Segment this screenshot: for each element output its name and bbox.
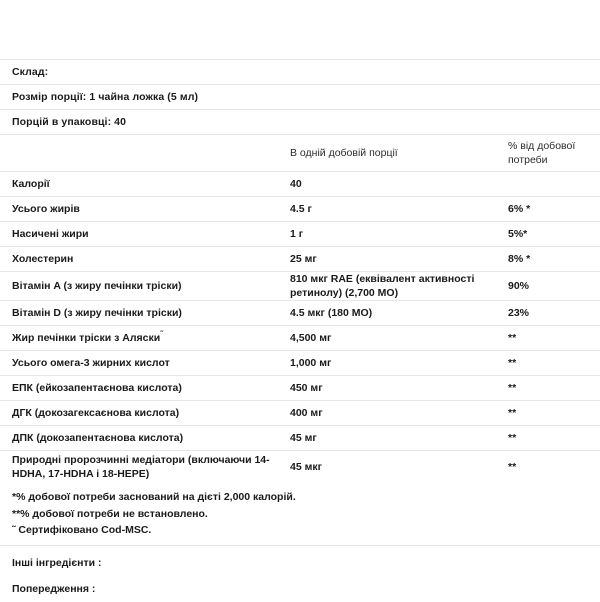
nutrient-daily-value: 5%*: [508, 227, 528, 240]
nutrient-amount: 1,000 мг: [290, 357, 332, 370]
serving-size-row: [0, 85, 600, 109]
table-row: [0, 197, 600, 221]
other-ingredients-label: Інші інгредієнти :: [12, 557, 102, 570]
nutrient-name: Усього омега-3 жирних кислот: [12, 357, 170, 370]
nutrient-amount: 45 мг: [290, 432, 317, 445]
header-amount-per-serving: В одній добовій порції: [290, 146, 398, 159]
nutrient-daily-value: 90%: [508, 280, 530, 293]
servings-per-container-row: [0, 110, 600, 134]
table-header-row: [0, 135, 600, 171]
table-row: [0, 426, 600, 450]
nutrient-daily-value: 23%: [508, 307, 530, 320]
table-row: [0, 326, 600, 350]
nutrient-amount: 25 мг: [290, 252, 317, 265]
nutrient-daily-value: **: [508, 382, 517, 395]
table-row: [0, 172, 600, 196]
table-row: [0, 272, 600, 300]
composition-label-row: [0, 60, 600, 84]
table-row: [0, 376, 600, 400]
bottom-labels-block: [0, 546, 600, 602]
table-row: [0, 247, 600, 271]
footnote-tilde-certification: ˜ Сертифіковано Cod-MSC.: [12, 523, 152, 536]
nutrient-name: ДГК (докозагексаєнова кислота): [12, 407, 180, 420]
supplement-facts-block: [0, 59, 600, 602]
table-row: [0, 222, 600, 246]
nutrient-amount: 45 мкг: [290, 461, 322, 474]
nutrient-amount: 450 мг: [290, 382, 323, 395]
nutrition-table: [0, 135, 600, 483]
nutrient-amount: 4.5 мкг (180 МО): [290, 307, 373, 320]
warning-label: Попередження :: [12, 583, 96, 596]
serving-size-text: Розмір порції: 1 чайна ложка (5 мл): [12, 91, 199, 103]
header-percent-daily-value: % від добової потреби: [508, 139, 576, 166]
nutrient-name: Калорії: [12, 177, 50, 190]
nutrient-amount: 4,500 мг: [290, 332, 332, 345]
nutrient-amount: 4.5 г: [290, 202, 312, 215]
nutrient-name: Жир печінки тріски з Аляски˜: [12, 329, 163, 345]
nutrient-amount: 810 мкг RAE (еквівалент активності ретинолу) (2,700 МО): [290, 273, 475, 300]
nutrient-name: Холестерин: [12, 252, 74, 265]
table-row: [0, 451, 600, 483]
nutrient-name: ЕПК (ейкозапентаєнова кислота): [12, 382, 182, 395]
nutrient-amount: 1 г: [290, 227, 304, 240]
nutrient-daily-value: 8% *: [508, 252, 531, 265]
nutrient-name: Вітамін A (з жиру печінки тріски): [12, 280, 182, 293]
nutrient-amount: 40: [290, 177, 302, 190]
nutrient-name-marker: ˜: [160, 329, 163, 339]
nutrient-daily-value: 6% *: [508, 202, 531, 215]
table-row: [0, 301, 600, 325]
nutrient-name: ДПК (докозапентаєнова кислота): [12, 432, 184, 445]
servings-per-container-text: Порцій в упаковці: 40: [12, 116, 127, 128]
nutrient-daily-value: **: [508, 461, 517, 474]
nutrient-daily-value: **: [508, 332, 517, 345]
nutrient-daily-value: **: [508, 357, 517, 370]
footnotes-block: [0, 483, 600, 545]
table-row: [0, 401, 600, 425]
nutrient-name: Насичені жири: [12, 227, 89, 240]
footnote-double-asterisk: **% добової потреби не встановлено.: [12, 507, 208, 520]
nutrient-name: Усього жирів: [12, 202, 80, 215]
composition-label: Склад:: [12, 66, 49, 78]
table-row: [0, 351, 600, 375]
nutrient-amount: 400 мг: [290, 407, 323, 420]
nutrient-daily-value: **: [508, 432, 517, 445]
footnote-single-asterisk: *% добової потреби заснований на дієті 2,000 калорій.: [12, 491, 296, 504]
table-body: [0, 172, 600, 483]
nutrient-daily-value: **: [508, 407, 517, 420]
nutrient-name: Природні пророзчинні медіатори (включаючи 14-HDHA, 17-HDHA і 18-HEPE): [12, 454, 270, 481]
nutrient-name: Вітамін D (з жиру печінки тріски): [12, 307, 182, 320]
